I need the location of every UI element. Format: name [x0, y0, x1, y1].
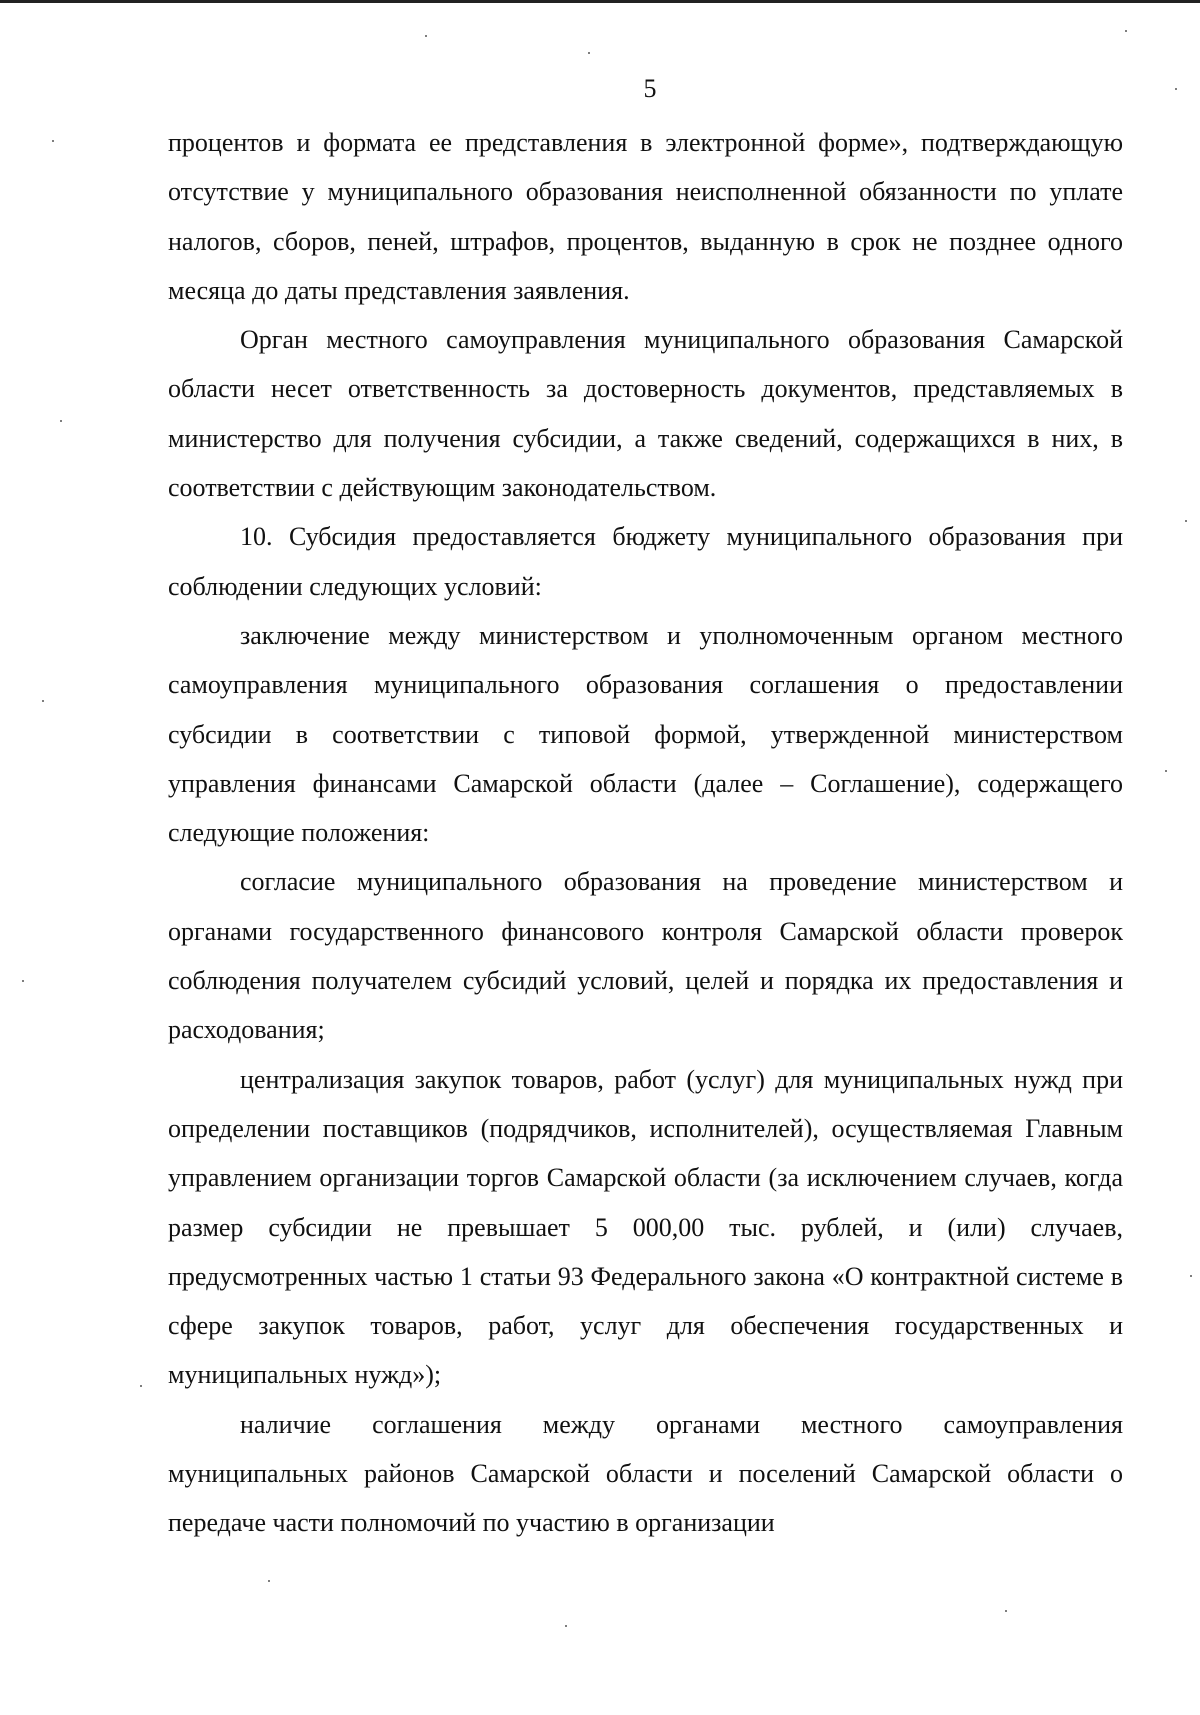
scan-speck: [1005, 1610, 1007, 1612]
scan-speck: [52, 140, 54, 142]
paragraph-1: процентов и формата ее представления в электронной форме», подтверждающую отсутствие у муниципального образования неисполненной обязанности по уплате налогов, сборов, пеней, штрафов, процентов, выданную в срок не позднее одного месяца до даты представления заявления.: [168, 128, 1123, 305]
document-body: [168, 118, 1123, 1548]
page-number: 5: [643, 74, 657, 103]
scan-speck: [268, 1580, 270, 1582]
scan-speck: [1175, 88, 1177, 90]
paragraph-2: Орган местного самоуправления муниципального образования Самарской области несет ответственность за достоверность документов, представляемых в министерство для получения субсидии, а также сведений, содержащихся в них, в соответствии с действующим законодательством.: [168, 325, 1123, 503]
scan-speck: [42, 700, 44, 702]
paragraph-4: заключение между министерством и уполномоченным органом местного самоуправления муниципального образования соглашения о предоставлении субсидии в соответствии с типовой формой, утвержденной министерством управления финансами Самарской области (далее – Соглашение), содержащего следующие положения:: [168, 620, 1123, 848]
scan-speck: [1125, 30, 1127, 32]
scan-speck: [1165, 770, 1167, 772]
scan-speck: [140, 1385, 142, 1387]
top-scan-edge: [0, 0, 1200, 3]
paragraph-3: 10. Субсидия предоставляется бюджету муниципального образования при соблюдении следующих условий:: [168, 522, 1123, 601]
scan-speck: [425, 35, 427, 37]
paragraph-5: согласие муниципального образования на проведение министерством и органами государственного финансового контроля Самарской области проверок соблюдения получателем субсидий условий, целей и порядка их предоставления и расходования;: [168, 867, 1123, 1045]
scan-speck: [60, 420, 62, 422]
scan-speck: [565, 1625, 567, 1627]
scan-speck: [1185, 520, 1187, 522]
paragraph-6: централизация закупок товаров, работ (услуг) для муниципальных нужд при определении поставщиков (подрядчиков, исполнителей), осуществляемая Главным управлением организации торгов Самарской области (за исключением случаев, когда размер субсидии не превышает 5 000,00 тыс. рублей, и (или) случаев, предусмотренных частью 1 статьи 93 Федерального закона «О контрактной системе в сфере закупок товаров, работ, услуг для обеспечения государственных и муниципальных нужд»);: [168, 1064, 1123, 1390]
paragraph-7: наличие соглашения между органами местного самоуправления муниципальных районов Самарской области и поселений Самарской области о передаче части полномочий по участию в организации: [168, 1409, 1123, 1538]
scan-speck: [22, 980, 24, 982]
scan-speck: [588, 52, 590, 54]
scan-speck: [1190, 1275, 1192, 1277]
